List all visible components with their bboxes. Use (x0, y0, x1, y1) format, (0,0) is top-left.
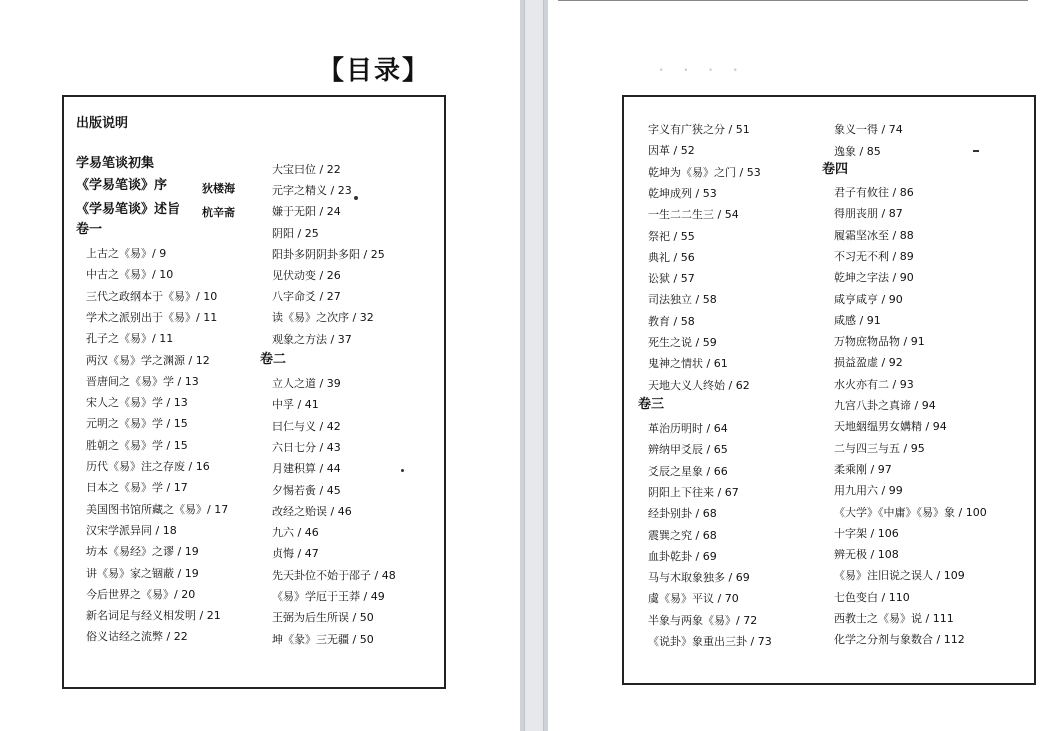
toc-entry: 西教士之《易》说 / 111 (834, 612, 954, 625)
toc-entry: 虞《易》平议 / 70 (648, 592, 739, 605)
toc-entry: 十字架 / 106 (834, 527, 899, 540)
toc-entry: 月建积算 / 44 (272, 462, 341, 475)
toc-entry: 改经之贻误 / 46 (272, 505, 352, 518)
toc-entry: 嫌于无阳 / 24 (272, 205, 341, 218)
toc-entry: 先天卦位不始于邵子 / 48 (272, 569, 396, 582)
toc-entry: 观象之方法 / 37 (272, 333, 352, 346)
toc-entry: 损益盈虚 / 92 (834, 356, 903, 369)
toc-section-heading: 《学易笔谈》序 (76, 178, 168, 193)
toc-entry: 元明之《易》学 / 15 (86, 417, 188, 430)
toc-entry: 学术之派别出于《易》/ 11 (86, 311, 218, 324)
toc-entry: 乾坤之字法 / 90 (834, 271, 914, 284)
toc-entry: 讼狱 / 57 (648, 272, 695, 285)
toc-entry: 化学之分剂与象数合 / 112 (834, 633, 965, 646)
toc-entry: 死生之说 / 59 (648, 336, 717, 349)
toc-entry: 《易》学厄于王莽 / 49 (272, 590, 385, 603)
toc-entry: 今后世界之《易》/ 20 (86, 588, 196, 601)
page-title: 【目录】 (318, 56, 431, 86)
toc-entry: 九六 / 46 (272, 526, 319, 539)
toc-author: 狄楼海 (202, 182, 235, 195)
toc-entry: 逸象 / 85 (834, 145, 881, 158)
toc-entry: 孔子之《易》/ 11 (86, 332, 174, 345)
toc-entry: 鬼神之情状 / 61 (648, 357, 728, 370)
toc-entry: 《易》注旧说之误人 / 109 (834, 569, 965, 582)
toc-entry: 半象与两象《易》/ 72 (648, 614, 758, 627)
toc-entry: 一生二二生三 / 54 (648, 208, 739, 221)
toc-entry: 血卦乾卦 / 69 (648, 550, 717, 563)
toc-entry: 坤《彖》三无疆 / 50 (272, 633, 374, 646)
toc-entry: 二与四三与五 / 95 (834, 442, 925, 455)
toc-entry: 日本之《易》学 / 17 (86, 481, 188, 494)
toc-entry: 八字命爻 / 27 (272, 290, 341, 303)
toc-entry: 两汉《易》学之渊源 / 12 (86, 354, 210, 367)
toc-entry: 九宫八卦之真谛 / 94 (834, 399, 936, 412)
toc-entry: 坊本《易经》之谬 / 19 (86, 545, 199, 558)
toc-entry: 六日七分 / 43 (272, 441, 341, 454)
toc-entry: 乾坤为《易》之门 / 53 (648, 166, 761, 179)
faint-scan-artifact: · · · · (658, 58, 745, 82)
toc-entry: 辨无极 / 108 (834, 548, 899, 561)
right-page (548, 0, 1055, 731)
toc-entry: 胜朝之《易》学 / 15 (86, 439, 188, 452)
toc-frame-right (622, 95, 1036, 685)
toc-entry: 咸感 / 91 (834, 314, 881, 327)
toc-section-heading: 学易笔谈初集 (76, 156, 155, 171)
toc-entry: 贞悔 / 47 (272, 547, 319, 560)
toc-entry: 阴阳上下往来 / 67 (648, 486, 739, 499)
toc-entry: 历代《易》注之存废 / 16 (86, 460, 210, 473)
toc-entry: 得朋丧朋 / 87 (834, 207, 903, 220)
toc-entry: 万物庶物品物 / 91 (834, 335, 925, 348)
toc-entry: 《大学》《中庸》《易》象 / 100 (834, 506, 987, 519)
toc-entry: 读《易》之次序 / 32 (272, 311, 374, 324)
toc-entry: 大宝曰位 / 22 (272, 163, 341, 176)
toc-entry: 马与木取象独多 / 69 (648, 571, 750, 584)
toc-author: 杭辛斋 (202, 206, 235, 219)
toc-entry: 中古之《易》/ 10 (86, 268, 174, 281)
page-top-rule (558, 0, 1028, 1)
toc-entry: 宋人之《易》学 / 13 (86, 396, 188, 409)
toc-entry: 夕惕若夤 / 45 (272, 484, 341, 497)
toc-entry: 履霜坚冰至 / 88 (834, 229, 914, 242)
toc-entry: 经卦别卦 / 68 (648, 507, 717, 520)
toc-entry: 因革 / 52 (648, 144, 695, 157)
toc-entry: 立人之道 / 39 (272, 377, 341, 390)
toc-section-heading: 卷一 (76, 222, 103, 237)
toc-entry: 祭祀 / 55 (648, 230, 695, 243)
toc-entry: 爻辰之星象 / 66 (648, 465, 728, 478)
toc-entry: 象义一得 / 74 (834, 123, 903, 136)
toc-entry: 七色变白 / 110 (834, 591, 910, 604)
toc-entry: 讲《易》家之锢蔽 / 19 (86, 567, 199, 580)
toc-section-heading: 卷四 (822, 162, 849, 177)
toc-entry: 天地大义人终始 / 62 (648, 379, 750, 392)
toc-entry: 水火亦有二 / 93 (834, 378, 914, 391)
scan-speck (973, 150, 979, 152)
toc-entry: 晋唐间之《易》学 / 13 (86, 375, 199, 388)
toc-entry: 上古之《易》/ 9 (86, 247, 167, 260)
toc-entry: 《说卦》象重出三卦 / 73 (648, 635, 772, 648)
toc-entry: 革治历明时 / 64 (648, 422, 728, 435)
toc-entry: 教育 / 58 (648, 315, 695, 328)
toc-entry: 司法独立 / 58 (648, 293, 717, 306)
toc-entry: 字义有广狭之分 / 51 (648, 123, 750, 136)
toc-section-heading: 《学易笔谈》述旨 (76, 202, 181, 217)
toc-entry: 不习无不利 / 89 (834, 250, 914, 263)
toc-entry: 元字之精义 / 23 (272, 184, 352, 197)
toc-entry: 新名词足与经义相发明 / 21 (86, 609, 221, 622)
toc-entry: 中孚 / 41 (272, 398, 319, 411)
toc-entry: 见伏动变 / 26 (272, 269, 341, 282)
toc-entry: 俗义诂经之流弊 / 22 (86, 630, 188, 643)
toc-entry: 君子有攸往 / 86 (834, 186, 914, 199)
toc-frame-left (62, 95, 446, 689)
toc-entry: 乾坤成列 / 53 (648, 187, 717, 200)
scan-speck (401, 469, 404, 472)
toc-entry: 美国图书馆所藏之《易》/ 17 (86, 503, 229, 516)
toc-entry: 典礼 / 56 (648, 251, 695, 264)
toc-entry: 三代之政纲本于《易》/ 10 (86, 290, 218, 303)
toc-entry: 王弼为后生所误 / 50 (272, 611, 374, 624)
toc-entry: 阳卦多阴阴卦多阳 / 25 (272, 248, 385, 261)
toc-entry: 汉宋学派异同 / 18 (86, 524, 177, 537)
toc-entry: 阴阳 / 25 (272, 227, 319, 240)
toc-section-heading: 卷二 (260, 352, 287, 367)
toc-entry: 曰仁与义 / 42 (272, 420, 341, 433)
toc-section-heading: 出版说明 (76, 116, 129, 131)
left-page (0, 0, 520, 731)
gutter-scrollbar[interactable] (524, 0, 544, 731)
scan-speck (354, 196, 358, 200)
toc-entry: 咸亨咸亨 / 90 (834, 293, 903, 306)
toc-entry: 天地絪缊男女媾精 / 94 (834, 420, 947, 433)
toc-entry: 辨纳甲爻辰 / 65 (648, 443, 728, 456)
toc-entry: 震巽之究 / 68 (648, 529, 717, 542)
toc-entry: 柔乘刚 / 97 (834, 463, 892, 476)
toc-entry: 用九用六 / 99 (834, 484, 903, 497)
toc-section-heading: 卷三 (638, 397, 665, 412)
